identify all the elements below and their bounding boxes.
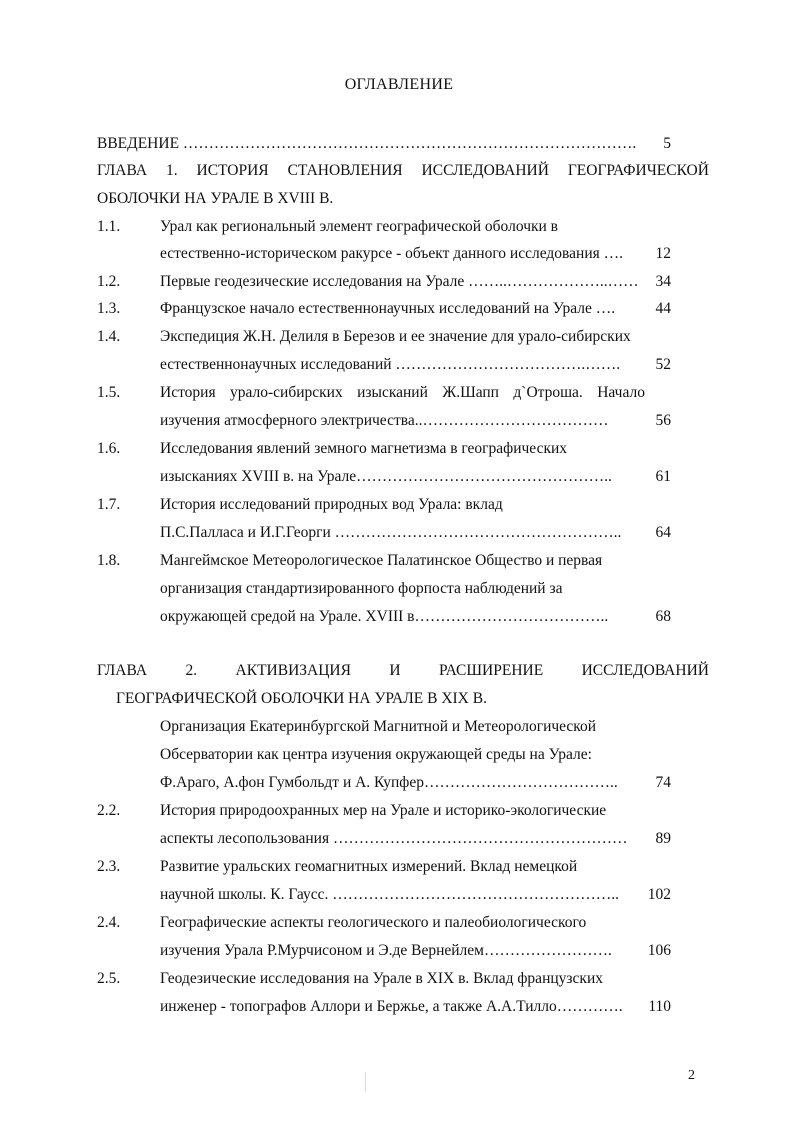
item-number: 2.3. (97, 858, 121, 875)
item-page: 12 (655, 245, 671, 262)
intro-page: 5 (663, 135, 671, 152)
page-title: ОГЛАВЛЕНИЕ (344, 76, 454, 93)
item-text: Французское начало естественнонаучных исследований на Урале …. (160, 300, 616, 317)
item-text: инженер - топографов Аллори и Бержье, а также А.А.Тилло…………. (160, 998, 623, 1015)
item-page: 110 (648, 998, 671, 1015)
item-number: 2.4. (97, 914, 121, 931)
item-number: 2.2. (97, 802, 121, 819)
item-page: 44 (655, 300, 671, 317)
item-text: естественнонаучных исследований ……………………………….……. (160, 356, 621, 373)
page-number: 2 (688, 1068, 695, 1083)
chapter2-word: РАСШИРЕНИЕ (439, 662, 544, 679)
item-number: 1.6. (97, 440, 121, 457)
item-page: 64 (655, 524, 671, 541)
item-text: Мангеймское Метеорологическое Палатинское Общество и первая (160, 552, 603, 569)
item-text: Географические аспекты геологического и палеобиологического (160, 914, 587, 931)
item-text: изучения Урала Р.Мурчисоном и Э.де Вернейлем……………………. (160, 942, 612, 959)
item-number: 2.5. (97, 970, 121, 987)
chapter2-word: ГЛАВА (97, 662, 148, 679)
chapter1-word: ГЕОГРАФИЧЕСКОЙ (567, 162, 709, 179)
chapter2-word: 2. (185, 662, 198, 679)
item-text: П.С.Палласа и И.Г.Георги ……………………………………………….. (160, 524, 622, 541)
item-number: 1.8. (97, 552, 121, 569)
item-text: окружающей средой на Урале. XVIII в……………………………….. (160, 608, 609, 625)
scan-mark (365, 1072, 366, 1092)
chapter1-word: ГЛАВА (97, 162, 148, 179)
item-text: аспекты лесопользования ………………………………………………… (160, 830, 628, 847)
item-number: 1.1. (97, 218, 121, 235)
chapter1-heading-line1 (97, 161, 709, 181)
item-word: изысканий (357, 384, 428, 401)
item-text: Геодезические исследования на Урале в XIX в. Вклад французских (160, 970, 603, 987)
item-text: научной школы. К. Гаусс. ……………………………………………….. (160, 886, 620, 903)
item-text: изысканиях XVIII в. на Урале………………………………………….. (160, 468, 612, 485)
item-word: Ж.Шапп (442, 384, 499, 401)
item-text: Организация Екатеринбургской Магнитной и Метеорологической (160, 718, 597, 735)
item-text: изучения атмосферного электричества..……………………………… (160, 412, 609, 429)
item-page: 106 (647, 942, 671, 959)
item-page: 56 (655, 412, 671, 429)
item-page: 61 (655, 468, 671, 485)
item-word: История (160, 384, 216, 401)
item-text: Урал как региональный элемент географической оболочки в (160, 218, 559, 235)
item-page: 34 (655, 273, 671, 290)
item-text: Ф.Араго, А.фон Гумбольдт и А. Купфер……………………………….. (160, 774, 618, 791)
item-page: 102 (647, 886, 671, 903)
intro-entry: ВВЕДЕНИЕ ……………………………………………………………………………. (97, 135, 637, 152)
item-page: 89 (655, 830, 671, 847)
chapter2-heading-line1 (97, 661, 709, 681)
item-number: 1.7. (97, 496, 121, 513)
chapter2-word: И (389, 662, 401, 679)
item-page: 68 (655, 608, 671, 625)
chapter2-heading-line2: ГЕОГРАФИЧЕСКОЙ ОБОЛОЧКИ НА УРАЛЕ В XIX В. (116, 690, 487, 707)
item-number: 1.3. (97, 300, 121, 317)
chapter2-word: ИССЛЕДОВАНИЙ (581, 662, 709, 679)
chapter1-word: ИСТОРИЯ (196, 162, 269, 179)
item-text: Экспедиция Ж.Н. Делиля в Березов и ее значение для урало-сибирских (160, 328, 631, 345)
item-text: естественно-историческом ракурсе - объект данного исследования …. (160, 245, 623, 262)
item-text: Первые геодезические исследования на Урале ……..………………..…… (160, 273, 639, 290)
item-word: д`Отроша. (513, 384, 583, 401)
item-text: организация стандартизированного форпоста наблюдений за (160, 580, 563, 597)
item-number: 1.4. (97, 328, 121, 345)
item-text: Исследования явлений земного магнетизма в географических (160, 440, 568, 457)
item-text: История природоохранных мер на Урале и историко-экологические (160, 802, 607, 819)
chapter1-word: 1. (165, 162, 178, 179)
item-number: 1.5. (97, 384, 121, 401)
item-page: 52 (655, 356, 671, 373)
item-word: Начало (597, 384, 645, 401)
item-word: урало-сибирских (229, 384, 343, 401)
item-page: 74 (655, 774, 671, 791)
item-text: Обсерватории как центра изучения окружающей среды на Урале: (160, 746, 592, 763)
item-text: История исследований природных вод Урала: вклад (160, 496, 503, 513)
item-text-justified (160, 383, 645, 403)
chapter2-word: АКТИВИЗАЦИЯ (235, 662, 351, 679)
item-text: Развитие уральских геомагнитных измерений. Вклад немецкой (160, 858, 578, 875)
chapter1-word: СТАНОВЛЕНИЯ (287, 162, 403, 179)
chapter1-word: ИССЛЕДОВАНИЙ (421, 162, 549, 179)
chapter1-heading-line2: ОБОЛОЧКИ НА УРАЛЕ В XVIII В. (97, 190, 334, 207)
item-number: 1.2. (97, 273, 121, 290)
